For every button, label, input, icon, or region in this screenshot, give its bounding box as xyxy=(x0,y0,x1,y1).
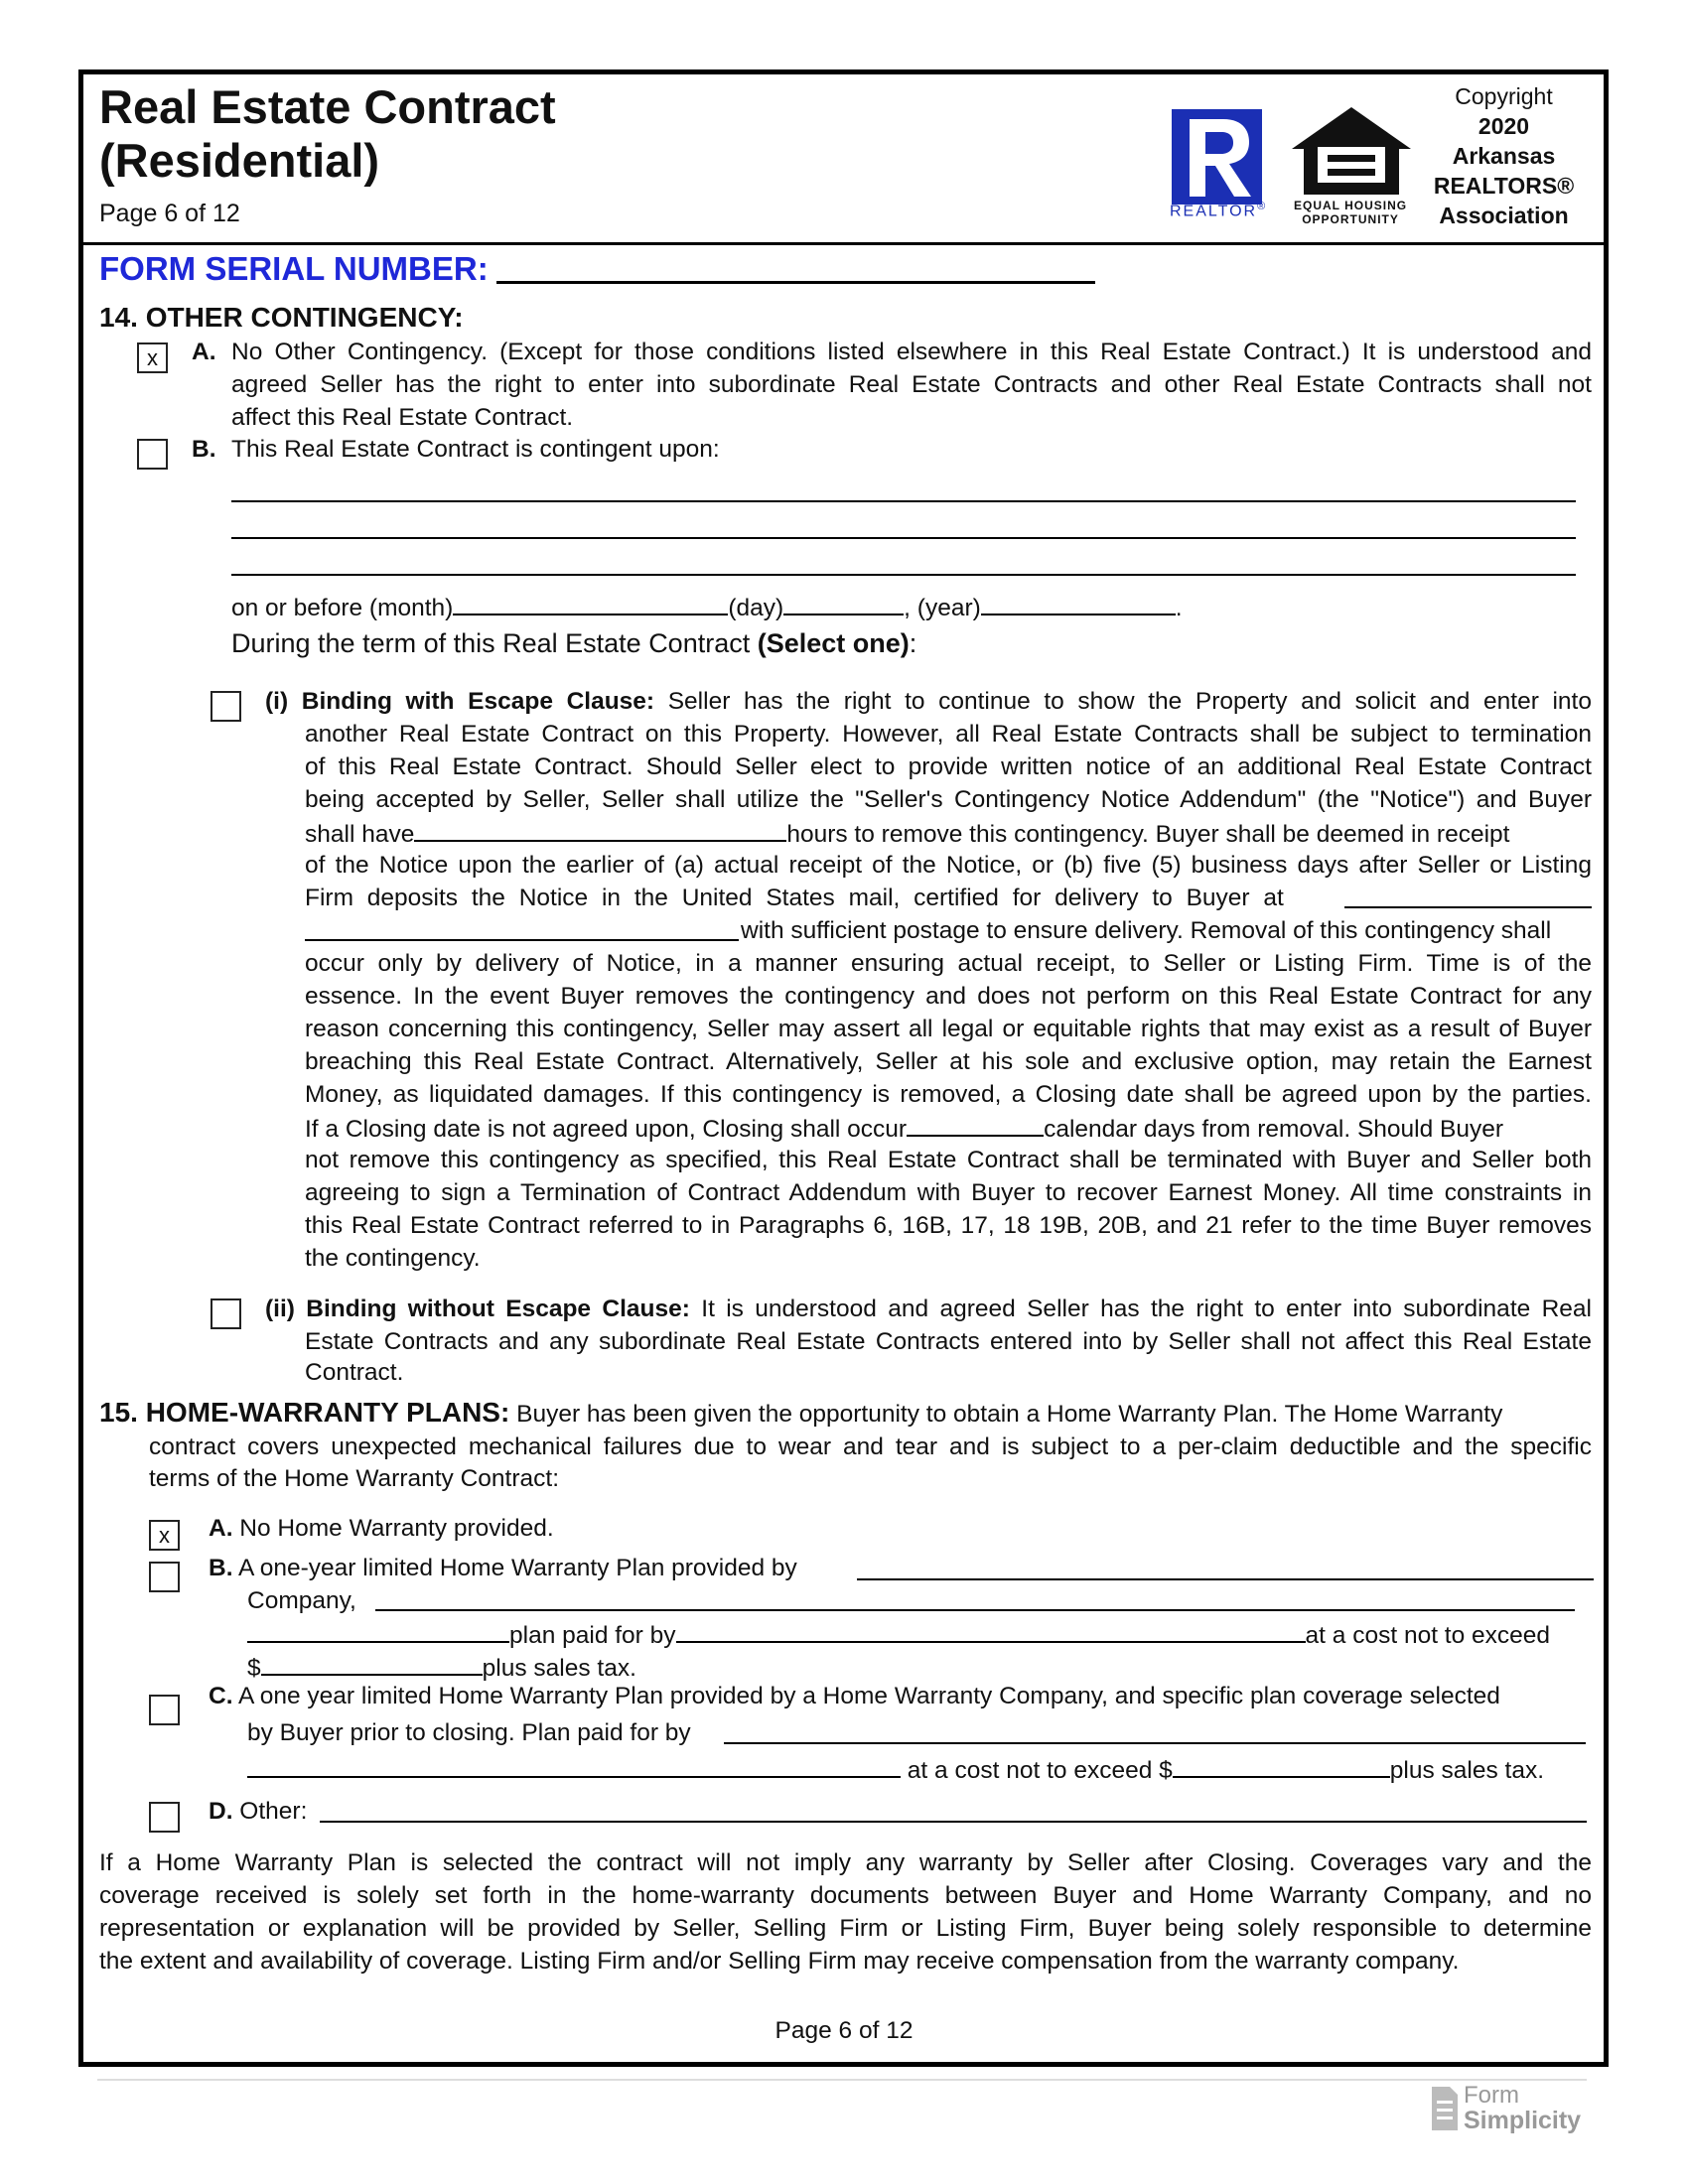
option-15a: A. No Home Warranty provided. xyxy=(209,1515,554,1542)
hours-field[interactable] xyxy=(414,816,786,842)
contingency-line-3[interactable] xyxy=(231,574,1576,576)
document-icon xyxy=(1430,2085,1460,2132)
brand-simplicity: Simplicity xyxy=(1464,2107,1582,2134)
buyer-address-field-part2[interactable] xyxy=(305,939,739,941)
escape-clause-line6: of the Notice upon the earlier of (a) actual receipt of the Notice, or (b) five (5) business days after Seller or Listing xyxy=(305,852,1592,879)
warranty-note-line4: the extent and availability of coverage. Listing Firm and/or Selling Firm may receive compensation from the warranty company. xyxy=(99,1948,1460,1975)
option-15b-cost-line: $ plus sales tax. xyxy=(247,1650,636,1685)
header-divider xyxy=(83,242,1604,245)
option-14b-text: This Real Estate Contract is contingent upon: xyxy=(231,436,720,463)
equal-housing-icon xyxy=(1288,103,1415,199)
plan-paid-by-field[interactable] xyxy=(676,1617,1306,1643)
checkbox-no-escape-clause[interactable] xyxy=(211,1298,241,1329)
checkbox-15d[interactable] xyxy=(149,1802,180,1833)
section-15-heading-line: 15. HOME-WARRANTY PLANS: Buyer has been given the opportunity to obtain a Home Warranty Plan. The Home Warranty xyxy=(99,1397,1503,1428)
warranty-provider-field[interactable] xyxy=(857,1578,1594,1580)
section-15-intro3: terms of the Home Warranty Contract: xyxy=(149,1465,559,1492)
realtor-logo-text: REALTOR® xyxy=(1170,201,1268,220)
no-escape-line3: Contract. xyxy=(305,1359,404,1386)
escape-clause-line13: Money, as liquidated damages. If this contingency is removed, a Closing date shall be agreed upon by the parties. xyxy=(305,1081,1592,1108)
warranty-note-line1: If a Home Warranty Plan is selected the contract will not imply any warranty by Seller after Closing. Coverages vary and the xyxy=(99,1849,1592,1876)
checkbox-15b[interactable] xyxy=(149,1562,180,1592)
copyright-label: Copyright xyxy=(1455,83,1553,109)
section-14-heading: 14. OTHER CONTINGENCY: xyxy=(99,302,464,333)
escape-clause-line17: this Real Estate Contract referred to in Paragraphs 6, 16B, 17, 18 19B, 20B, and 21 refer to the time Buyer removes xyxy=(305,1212,1592,1239)
escape-clause-line16: agreeing to sign a Termination of Contract Addendum with Buyer to recover Earnest Money. All time constraints in xyxy=(305,1179,1592,1206)
section-15-intro2: contract covers unexpected mechanical failures due to wear and tear and is subject to a per-claim deductible and the specific xyxy=(149,1433,1592,1460)
option-15b-line1: B. A one-year limited Home Warranty Plan provided by xyxy=(209,1555,797,1581)
escape-clause-line5: shall have hours to remove this contingency. Buyer shall be deemed in receipt xyxy=(305,816,1509,851)
escape-clause-line4: being accepted by Seller, Seller shall utilize the "Seller's Contingency Notice Addendum" (the "Notice") and Buyer xyxy=(305,786,1592,813)
warranty-note-line3: representation or explanation will be provided by Seller, Selling Firm or Listing Firm, Buyer being solely responsible to determine xyxy=(99,1915,1592,1942)
page-indicator: Page 6 of 12 xyxy=(99,200,240,227)
footer-divider xyxy=(97,2079,1587,2081)
checkbox-14a[interactable]: x xyxy=(137,342,168,373)
checkbox-15c[interactable] xyxy=(149,1695,180,1725)
escape-clause-line1: (i) Binding with Escape Clause: Seller has the right to continue to show the Property and solicit and enter into xyxy=(265,688,1592,715)
day-field[interactable] xyxy=(783,590,904,615)
option-14a-line2: agreed Seller has the right to enter into subordinate Real Estate Contracts and other Real Estate Contracts shall not xyxy=(231,371,1592,398)
equal-housing-text: EQUAL HOUSING OPPORTUNITY xyxy=(1294,199,1408,226)
form-title-line2: (Residential) xyxy=(99,134,380,187)
option-15c-line3: at a cost not to exceed $ plus sales tax. xyxy=(247,1752,1544,1787)
escape-clause-line9: occur only by delivery of Notice, in a manner ensuring actual receipt, to Seller or Listing Firm. Time is of the xyxy=(305,950,1592,977)
escape-clause-line7: Firm deposits the Notice in the United States mail, certified for delivery to Buyer at xyxy=(305,885,1284,911)
plan-c-cost-field[interactable] xyxy=(1173,1752,1390,1778)
copyright-org-3: Association xyxy=(1439,203,1569,228)
option-15c-line2: by Buyer prior to closing. Plan paid for by xyxy=(247,1719,691,1746)
contingency-line-2[interactable] xyxy=(231,537,1576,539)
closing-days-field[interactable] xyxy=(907,1111,1044,1137)
checkbox-escape-clause[interactable] xyxy=(211,691,241,722)
option-15c-line1: C. A one year limited Home Warranty Plan provided by a Home Warranty Company, and specific plan coverage selected xyxy=(209,1683,1500,1709)
warranty-company-field[interactable] xyxy=(375,1609,1575,1611)
option-14a-letter: A. xyxy=(192,339,216,365)
escape-clause-line2: another Real Estate Contract on this Property. However, all Real Estate Contracts shall be subject to termination xyxy=(305,721,1592,748)
plan-c-payer-field[interactable] xyxy=(247,1752,901,1778)
option-14a-line3: affect this Real Estate Contract. xyxy=(231,404,574,431)
checkbox-15a[interactable]: x xyxy=(149,1520,180,1551)
deadline-date-line: on or before (month) (day) , (year) . xyxy=(231,590,1183,624)
escape-clause-line3: of this Real Estate Contract. Should Seller elect to provide written notice of an additional Real Estate Contract xyxy=(305,753,1592,780)
no-escape-line2: Estate Contracts and any subordinate Real Estate Contracts entered into by Seller shall not affect this Real Estate xyxy=(305,1328,1592,1355)
serial-label: FORM SERIAL NUMBER: xyxy=(99,250,489,287)
warranty-note-line2: coverage received is solely set forth in the home-warranty documents between Buyer and Home Warranty Company, and no xyxy=(99,1882,1592,1909)
month-field[interactable] xyxy=(453,590,728,615)
no-escape-line1: (ii) Binding without Escape Clause: It is understood and agreed Seller has the right to enter into subordinate Real xyxy=(265,1296,1592,1322)
plan-cost-field[interactable] xyxy=(261,1650,483,1676)
other-warranty-field[interactable] xyxy=(320,1821,1587,1823)
realtor-logo-icon xyxy=(1172,109,1262,205)
copyright-org-1: Arkansas xyxy=(1452,143,1556,169)
year-field[interactable] xyxy=(981,590,1176,615)
term-select-line: During the term of this Real Estate Contract (Select one): xyxy=(231,628,917,658)
buyer-address-field-part1[interactable] xyxy=(1344,906,1592,908)
checkbox-14b[interactable] xyxy=(137,439,168,470)
contingency-line-1[interactable] xyxy=(231,500,1576,502)
option-15b-company: Company, xyxy=(247,1587,356,1614)
footer-page-number: Page 6 of 12 xyxy=(774,2017,914,2044)
option-15b-plan-line: plan paid for by at a cost not to exceed xyxy=(247,1617,1550,1652)
copyright-year: 2020 xyxy=(1477,113,1530,139)
escape-clause-line11: reason concerning this contingency, Seller may assert all legal or equitable rights that may exist as a result of Buyer xyxy=(305,1016,1592,1042)
brand-form: Form xyxy=(1464,2082,1519,2109)
escape-clause-line8: with sufficient postage to ensure delivery. Removal of this contingency shall xyxy=(741,917,1552,944)
escape-clause-line18: the contingency. xyxy=(305,1245,481,1272)
escape-clause-line15: not remove this contingency as specified, this Real Estate Contract shall be terminated with Buyer and Seller both xyxy=(305,1147,1592,1173)
option-14b-letter: B. xyxy=(192,436,216,463)
copyright-org-2: REALTORS® xyxy=(1433,173,1575,199)
plan-name-field[interactable] xyxy=(247,1617,509,1643)
option-14a-line1: No Other Contingency. (Except for those conditions listed elsewhere in this Real Estate Contract.) It is understood and xyxy=(231,339,1592,365)
plan-c-paid-by-field[interactable] xyxy=(724,1742,1586,1744)
copyright-block xyxy=(1427,81,1581,230)
escape-clause-line12: breaching this Real Estate Contract. Alternatively, Seller at his sole and exclusive option, may retain the Earnest xyxy=(305,1048,1592,1075)
escape-clause-line10: essence. In the event Buyer removes the contingency and does not perform on this Real Estate Contract for any xyxy=(305,983,1592,1010)
serial-number-field[interactable] xyxy=(496,281,1095,284)
form-title-line1: Real Estate Contract xyxy=(99,80,556,133)
escape-clause-line14: If a Closing date is not agreed upon, Closing shall occur calendar days from removal. Should Buyer xyxy=(305,1111,1503,1146)
option-15d: D. Other: xyxy=(209,1798,308,1825)
